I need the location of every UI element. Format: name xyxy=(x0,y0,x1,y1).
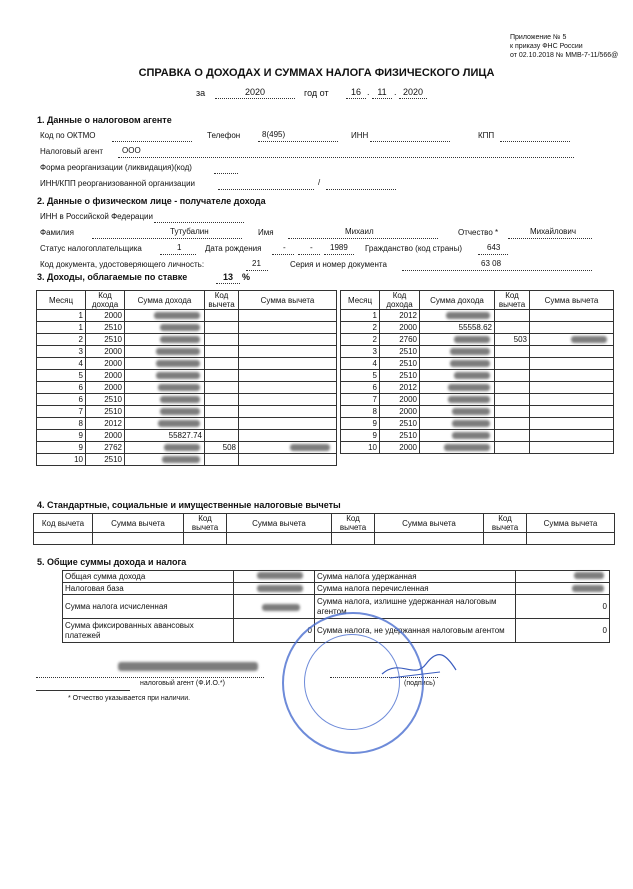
cell-month: 7 xyxy=(341,394,380,406)
table-row xyxy=(341,370,614,382)
cell-code: 2000 xyxy=(86,310,125,322)
cell-ded-code xyxy=(205,394,239,406)
cell-ded-code xyxy=(495,322,530,334)
dob-label: Дата рождения xyxy=(205,244,262,253)
cell-ded-code xyxy=(495,358,530,370)
cell-code: 2510 xyxy=(86,322,125,334)
section1-heading: 1. Данные о налоговом агенте xyxy=(37,115,172,125)
agent-label: Налоговый агент xyxy=(40,147,104,156)
cell-sum xyxy=(125,358,205,370)
reorg-slash: / xyxy=(318,178,321,187)
cell-month: 2 xyxy=(341,322,380,334)
cell-code: 2510 xyxy=(380,370,420,382)
col-code: Код дохода xyxy=(380,291,420,310)
redaction xyxy=(156,348,200,355)
cell-code: 2000 xyxy=(380,406,420,418)
patronymic-value: Михайлович xyxy=(530,227,577,236)
table-row xyxy=(37,442,337,454)
section3-heading: 3. Доходы, облагаемые по ставке xyxy=(37,272,188,282)
cell-month: 3 xyxy=(341,346,380,358)
surname-label: Фамилия xyxy=(40,228,74,237)
cell-ded-code: 503 xyxy=(495,334,530,346)
cell-ded-sum xyxy=(530,442,614,454)
cell-sum xyxy=(420,310,495,322)
tax-rate-pct: % xyxy=(242,272,251,282)
cell-ded-code xyxy=(495,442,530,454)
redaction xyxy=(448,396,490,403)
redaction xyxy=(452,432,490,439)
cell-sum xyxy=(125,442,205,454)
cell-ded-code xyxy=(205,430,239,442)
cell-month: 2 xyxy=(37,334,86,346)
cell-sum xyxy=(420,346,495,358)
cell-ded-sum xyxy=(239,322,337,334)
ded-code-2: Код вычета xyxy=(184,514,227,533)
tax-withheld-label: Сумма налога удержанная xyxy=(315,571,516,583)
redaction xyxy=(290,444,330,451)
redaction xyxy=(572,585,604,592)
col-sum: Сумма дохода xyxy=(420,291,495,310)
cell-sum xyxy=(125,418,205,430)
redaction xyxy=(158,420,200,427)
fixed-adv-label: Сумма фиксированных авансовых платежей xyxy=(63,619,234,643)
phone-label: Телефон xyxy=(207,131,241,140)
redaction xyxy=(257,572,303,579)
cell-code: 2510 xyxy=(86,334,125,346)
table-row xyxy=(341,430,614,442)
redaction xyxy=(454,336,490,343)
cell-sum xyxy=(420,334,495,346)
redaction xyxy=(452,408,490,415)
doc-code-value: 21 xyxy=(252,259,261,268)
cell-ded-sum xyxy=(530,310,614,322)
cell-ded-code xyxy=(495,382,530,394)
cell-sum xyxy=(420,406,495,418)
table-row xyxy=(341,322,614,334)
cell-ded-code xyxy=(495,370,530,382)
table-row xyxy=(341,394,614,406)
patronymic-label: Отчество * xyxy=(458,228,499,237)
ded-sum-2: Сумма вычета xyxy=(227,514,332,533)
table-row xyxy=(341,406,614,418)
cell-ded-sum xyxy=(239,454,337,466)
cell-month: 10 xyxy=(37,454,86,466)
signature xyxy=(380,648,460,688)
redaction xyxy=(156,372,200,379)
tax-calc-label: Сумма налога исчисленная xyxy=(63,595,234,619)
cell-month: 5 xyxy=(37,370,86,382)
cell-ded-sum xyxy=(239,310,337,322)
table-row xyxy=(37,394,337,406)
cell-ded-sum xyxy=(530,322,614,334)
redaction xyxy=(448,384,490,391)
cell-month: 1 xyxy=(37,322,86,334)
appendix-line3: от 02.10.2018 № ММВ-7-11/566@ xyxy=(510,52,619,59)
ded-code-1: Код вычета xyxy=(34,514,93,533)
redaction xyxy=(160,408,200,415)
cell-sum xyxy=(420,370,495,382)
cell-ded-sum xyxy=(530,346,614,358)
redaction xyxy=(154,312,200,319)
table-row xyxy=(341,382,614,394)
cell-ded-sum xyxy=(239,394,337,406)
redaction xyxy=(446,312,490,319)
cell-month: 2 xyxy=(341,334,380,346)
fixed-adv-value: 0 xyxy=(234,619,315,643)
cell-code: 2012 xyxy=(86,418,125,430)
cell-code: 2510 xyxy=(380,358,420,370)
cell-ded-code xyxy=(495,406,530,418)
tax-transferred-label: Сумма налога перечисленная xyxy=(315,583,516,595)
cell-month: 8 xyxy=(341,406,380,418)
table-row xyxy=(341,310,614,322)
cell-month: 6 xyxy=(37,382,86,394)
redaction xyxy=(158,384,200,391)
kpp-label: КПП xyxy=(478,131,495,140)
table-row xyxy=(37,454,337,466)
cell-code: 2510 xyxy=(86,406,125,418)
redaction xyxy=(452,420,490,427)
dob-year: 1989 xyxy=(330,243,348,252)
income-table-left xyxy=(36,290,337,466)
doc-series-label: Серия и номер документа xyxy=(290,260,387,269)
cell-code: 2000 xyxy=(86,358,125,370)
reorg-label: Форма реорганизации (ликвидация)(код) xyxy=(40,163,192,172)
cell-code: 2012 xyxy=(380,310,420,322)
cell-ded-code xyxy=(495,394,530,406)
redaction xyxy=(262,604,300,611)
redaction xyxy=(162,456,200,463)
table-row xyxy=(341,358,614,370)
table-row xyxy=(37,346,337,358)
name-value: Михаил xyxy=(345,227,374,236)
inn-rf-label: ИНН в Российской Федерации xyxy=(40,212,153,221)
agent-name-redacted xyxy=(118,662,258,671)
cell-sum: 55558.62 xyxy=(420,322,495,334)
cell-ded-sum xyxy=(530,334,614,346)
income-table-right xyxy=(340,290,614,454)
cell-sum xyxy=(125,322,205,334)
table-row xyxy=(341,442,614,454)
ded-code-3: Код вычета xyxy=(332,514,375,533)
col-ded-sum: Сумма вычета xyxy=(239,291,337,310)
cell-month: 5 xyxy=(341,370,380,382)
cell-month: 9 xyxy=(341,418,380,430)
redaction xyxy=(454,372,490,379)
doc-year: 2020 xyxy=(402,87,424,97)
cell-ded-sum xyxy=(530,394,614,406)
cell-month: 9 xyxy=(37,430,86,442)
col-code: Код дохода xyxy=(86,291,125,310)
cell-ded-code xyxy=(495,346,530,358)
redaction xyxy=(574,572,604,579)
cell-ded-sum xyxy=(530,370,614,382)
redaction xyxy=(164,444,200,451)
cell-code: 2000 xyxy=(380,322,420,334)
redaction xyxy=(156,360,200,367)
cell-sum xyxy=(125,334,205,346)
period-year: 2020 xyxy=(244,87,266,97)
doc-series-value: 63 08 xyxy=(481,259,502,268)
cell-code: 2762 xyxy=(86,442,125,454)
cell-ded-code xyxy=(495,430,530,442)
phone-value: 8(495) xyxy=(262,130,286,139)
cell-month: 6 xyxy=(37,394,86,406)
cell-ded-sum xyxy=(530,382,614,394)
cell-sum xyxy=(420,394,495,406)
cell-sum xyxy=(420,382,495,394)
tax-not-withheld-label: Сумма налога, не удержанная налоговым агентом xyxy=(315,619,516,643)
cell-code: 2000 xyxy=(380,394,420,406)
cell-code: 2000 xyxy=(86,382,125,394)
redaction xyxy=(450,360,490,367)
table-row xyxy=(341,346,614,358)
cell-ded-code xyxy=(205,454,239,466)
ded-code-4: Код вычета xyxy=(484,514,527,533)
cell-ded-sum xyxy=(239,418,337,430)
ded-sum-1: Сумма вычета xyxy=(93,514,184,533)
cell-ded-sum xyxy=(239,406,337,418)
section5-heading: 5. Общие суммы дохода и налога xyxy=(37,557,187,567)
tax-excess-label: Сумма налога, излишне удержанная налоговым агентом xyxy=(315,595,516,619)
appendix-line2: к приказу ФНС России xyxy=(510,43,583,50)
col-ded-code: Код вычета xyxy=(205,291,239,310)
table-row xyxy=(341,334,614,346)
cell-code: 2760 xyxy=(380,334,420,346)
cell-ded-code xyxy=(495,418,530,430)
citizen-value: 643 xyxy=(487,243,501,252)
footnote: * Отчество указывается при наличии. xyxy=(68,695,191,702)
table-row xyxy=(37,322,337,334)
redaction xyxy=(450,348,490,355)
cell-ded-sum xyxy=(530,418,614,430)
dob-month: - xyxy=(310,243,313,252)
cell-ded-code xyxy=(205,358,239,370)
tax-rate: 13 xyxy=(222,272,233,282)
tax-excess-value: 0 xyxy=(516,595,610,619)
cell-ded-code xyxy=(205,382,239,394)
cell-ded-code xyxy=(495,310,530,322)
cell-sum xyxy=(420,418,495,430)
cell-ded-sum xyxy=(530,430,614,442)
col-ded-code: Код вычета xyxy=(495,291,530,310)
inn-label: ИНН xyxy=(351,131,369,140)
cell-ded-sum xyxy=(530,406,614,418)
cell-ded-sum xyxy=(239,382,337,394)
period-god-ot: год от xyxy=(304,88,329,98)
cell-ded-sum xyxy=(239,370,337,382)
col-month: Месяц xyxy=(341,291,380,310)
cell-sum xyxy=(125,370,205,382)
cell-ded-code xyxy=(205,418,239,430)
table-row xyxy=(37,418,337,430)
cell-month: 6 xyxy=(341,382,380,394)
sign-label: (подпись) xyxy=(404,680,436,687)
cell-ded-code xyxy=(205,370,239,382)
redaction xyxy=(160,396,200,403)
doc-code-label: Код документа, удостоверяющего личность: xyxy=(40,260,205,269)
cell-code: 2000 xyxy=(380,442,420,454)
table-row xyxy=(37,406,337,418)
cell-ded-sum xyxy=(530,358,614,370)
redaction xyxy=(444,444,490,451)
tax-base-label: Налоговая база xyxy=(63,583,234,595)
doc-month: 11 xyxy=(377,87,387,97)
cell-ded-sum xyxy=(239,430,337,442)
agent-fio-label: налоговый агент (Ф.И.О.*) xyxy=(140,680,225,687)
cell-ded-code xyxy=(205,322,239,334)
cell-month: 9 xyxy=(341,430,380,442)
cell-sum: 55827.74 xyxy=(125,430,205,442)
cell-month: 1 xyxy=(37,310,86,322)
redaction xyxy=(160,324,200,331)
total-income-label: Общая сумма дохода xyxy=(63,571,234,583)
cell-code: 2510 xyxy=(380,346,420,358)
document-title: СПРАВКА О ДОХОДАХ И СУММАХ НАЛОГА ФИЗИЧЕСКОГО ЛИЦА xyxy=(138,67,495,79)
cell-ded-sum xyxy=(239,442,337,454)
table-row xyxy=(37,382,337,394)
col-sum: Сумма дохода xyxy=(125,291,205,310)
table-row xyxy=(341,418,614,430)
dob-day: - xyxy=(283,243,286,252)
status-label: Статус налогоплательщика xyxy=(40,244,142,253)
redaction xyxy=(257,585,303,592)
cell-sum xyxy=(125,406,205,418)
cell-code: 2012 xyxy=(380,382,420,394)
cell-month: 4 xyxy=(341,358,380,370)
cell-sum xyxy=(125,454,205,466)
cell-ded-sum xyxy=(239,334,337,346)
citizen-label: Гражданство (код страны) xyxy=(365,244,462,253)
cell-sum xyxy=(125,310,205,322)
tax-not-withheld-value: 0 xyxy=(516,619,610,643)
surname-value: Тутубалин xyxy=(170,227,209,236)
name-label: Имя xyxy=(258,228,274,237)
cell-month: 1 xyxy=(341,310,380,322)
cell-ded-code xyxy=(205,334,239,346)
cell-ded-code xyxy=(205,310,239,322)
doc-day: 16 xyxy=(350,87,361,97)
redaction xyxy=(571,336,607,343)
table-row xyxy=(37,370,337,382)
appendix-line1: Приложение № 5 xyxy=(510,34,567,41)
cell-sum xyxy=(125,346,205,358)
cell-ded-sum xyxy=(239,358,337,370)
cell-month: 10 xyxy=(341,442,380,454)
cell-code: 2000 xyxy=(86,430,125,442)
cell-code: 2510 xyxy=(86,454,125,466)
section4-heading: 4. Стандартные, социальные и имущественные налоговые вычеты xyxy=(37,500,341,510)
deductions-table xyxy=(33,513,615,545)
period-za: за xyxy=(196,88,206,98)
cell-month: 9 xyxy=(37,442,86,454)
cell-ded-code xyxy=(205,346,239,358)
table-row xyxy=(37,358,337,370)
cell-month: 8 xyxy=(37,418,86,430)
cell-sum xyxy=(420,430,495,442)
cell-sum xyxy=(420,442,495,454)
status-value: 1 xyxy=(177,243,182,252)
cell-ded-sum xyxy=(239,346,337,358)
cell-code: 2510 xyxy=(380,430,420,442)
ded-sum-3: Сумма вычета xyxy=(375,514,484,533)
cell-sum xyxy=(125,382,205,394)
col-month: Месяц xyxy=(37,291,86,310)
cell-code: 2510 xyxy=(86,394,125,406)
cell-month: 3 xyxy=(37,346,86,358)
agent-value: ООО xyxy=(122,146,141,155)
table-row xyxy=(37,430,337,442)
cell-month: 7 xyxy=(37,406,86,418)
col-ded-sum: Сумма вычета xyxy=(530,291,614,310)
cell-code: 2510 xyxy=(380,418,420,430)
oktmo-label: Код по ОКТМО xyxy=(40,131,96,140)
ded-sum-4: Сумма вычета xyxy=(527,514,615,533)
cell-ded-code: 508 xyxy=(205,442,239,454)
table-row xyxy=(37,334,337,346)
reorg-inn-label: ИНН/КПП реорганизованной организации xyxy=(40,179,196,188)
cell-code: 2000 xyxy=(86,370,125,382)
cell-month: 4 xyxy=(37,358,86,370)
cell-sum xyxy=(420,358,495,370)
table-row xyxy=(37,310,337,322)
cell-code: 2000 xyxy=(86,346,125,358)
cell-ded-code xyxy=(205,406,239,418)
redaction xyxy=(160,336,200,343)
section2-heading: 2. Данные о физическом лице - получателе дохода xyxy=(37,196,266,206)
cell-sum xyxy=(125,394,205,406)
